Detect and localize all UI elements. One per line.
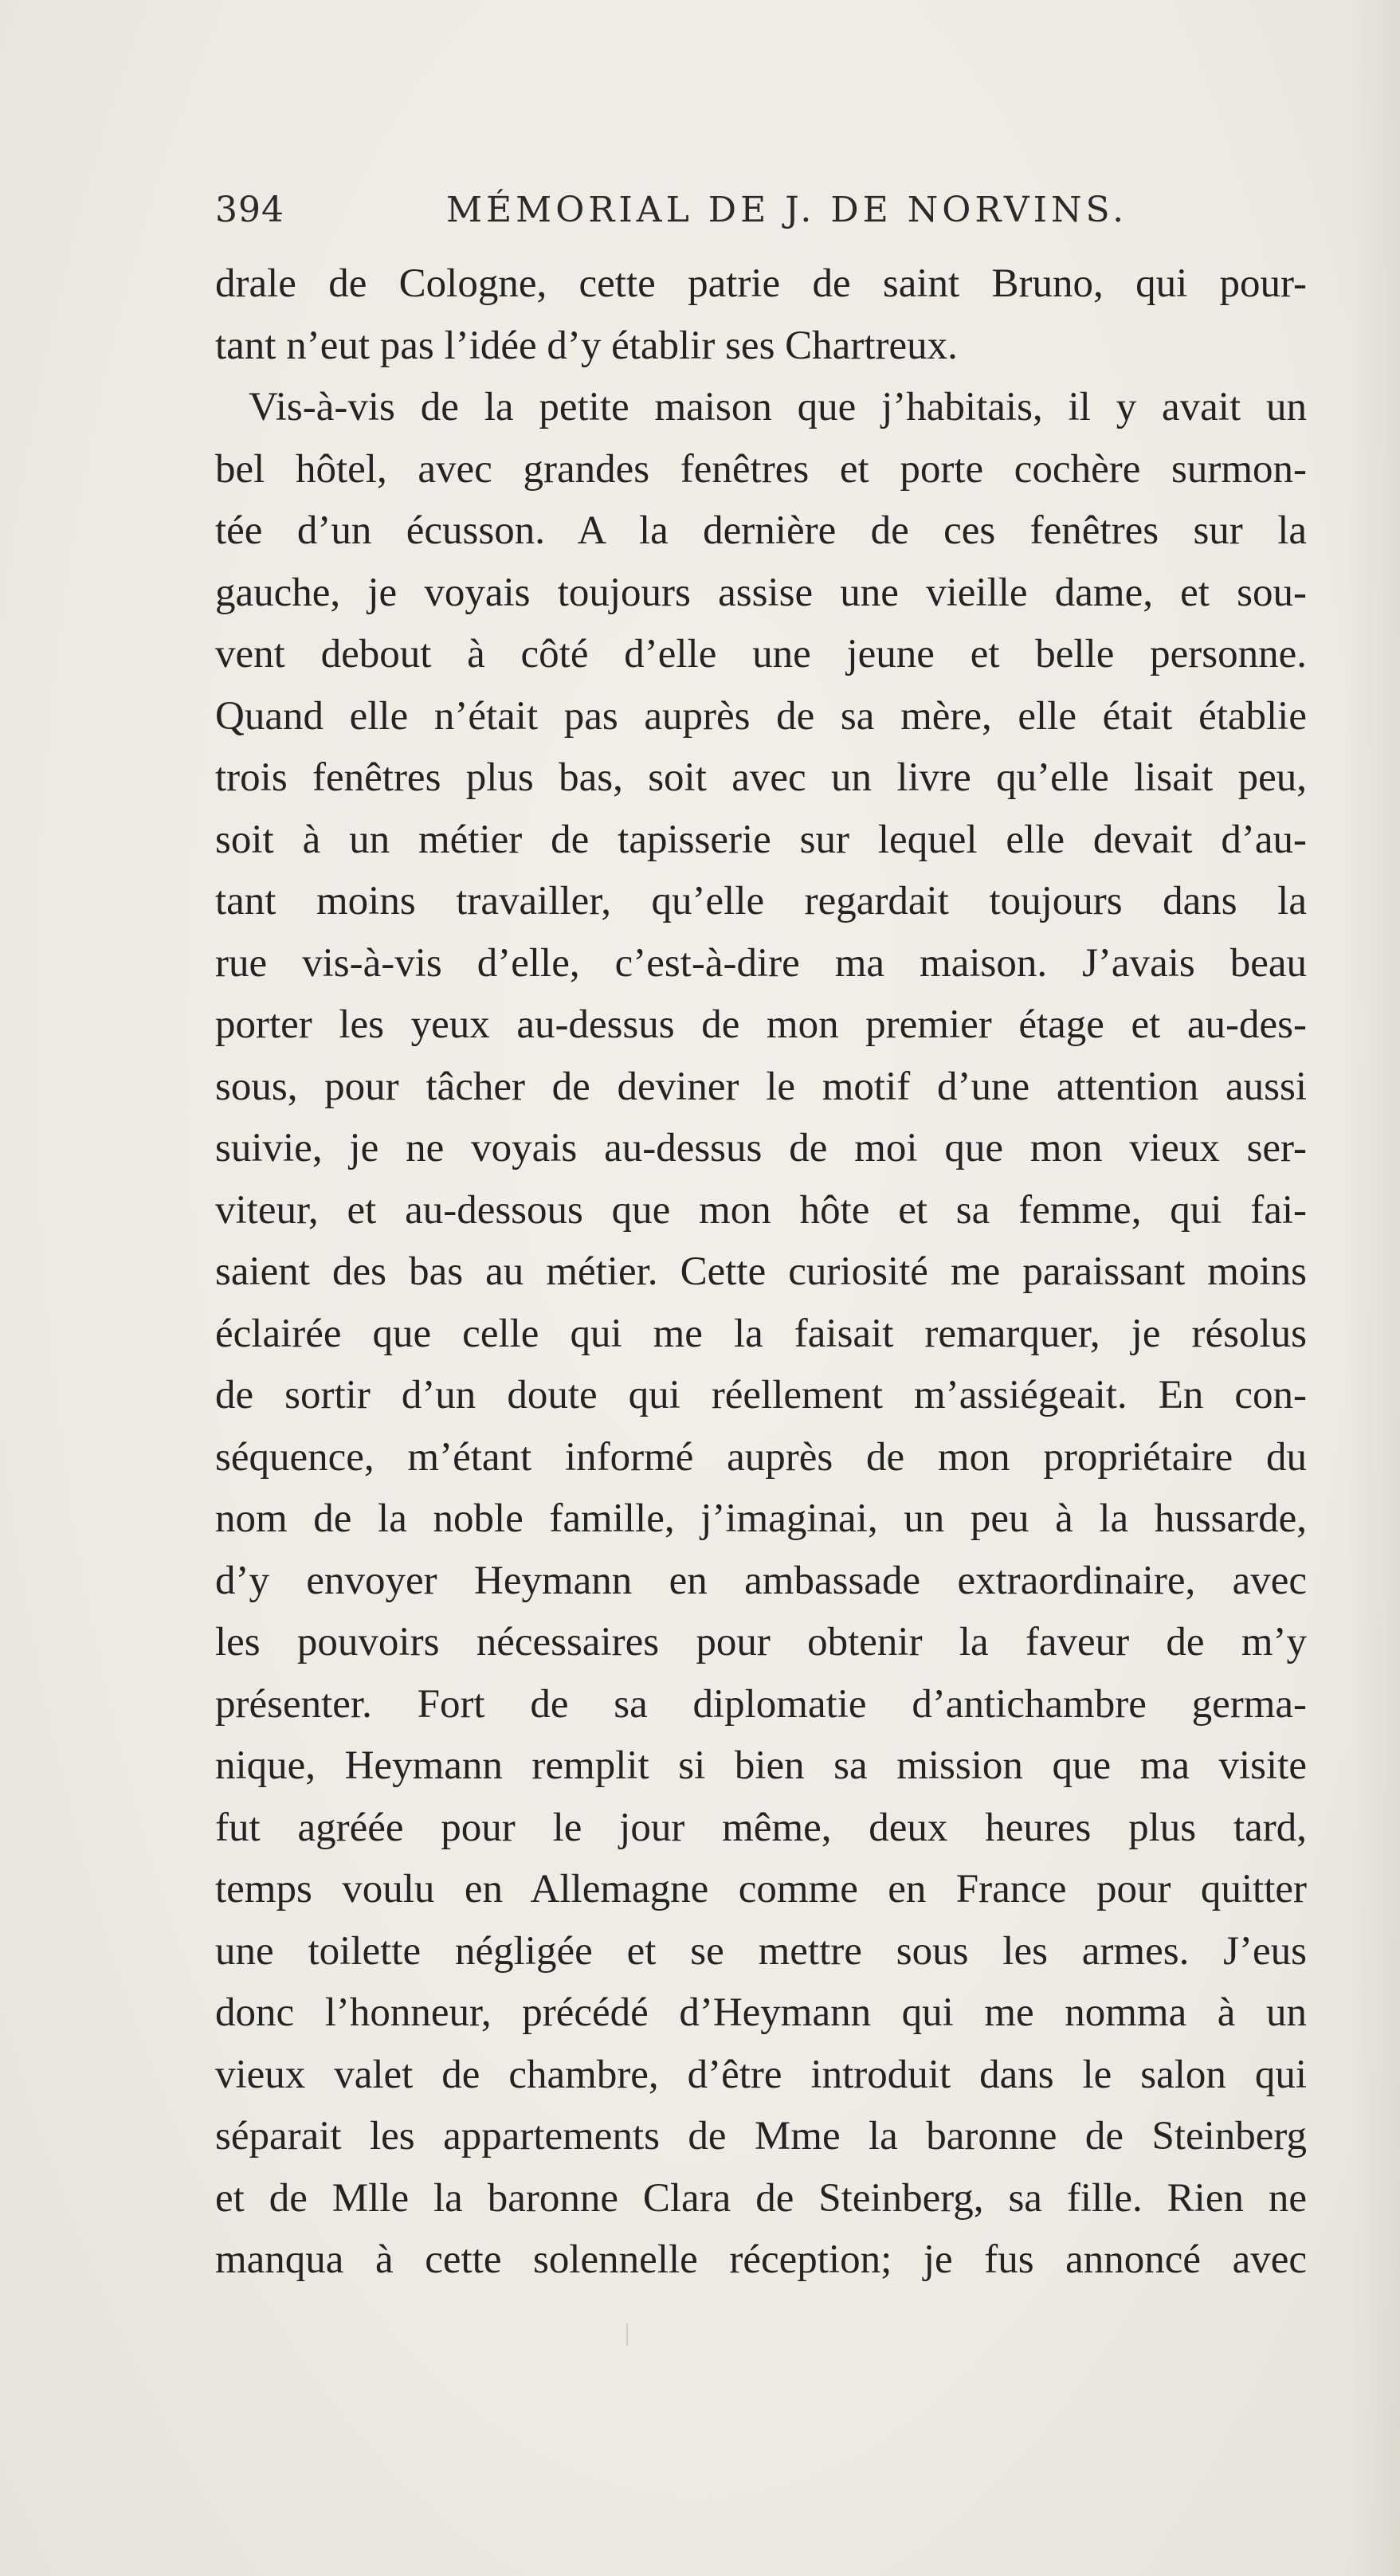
- text-line: une toilette négligée et se mettre sous les armes. J’eus: [215, 1928, 1307, 1974]
- page-number: 394: [215, 190, 284, 230]
- text-line: nique, Heymann remplit si bien sa mission que ma visite: [215, 1743, 1307, 1788]
- text-line: Vis-à-vis de la petite maison que j’habitais, il y avait un: [249, 385, 1307, 429]
- text-line: séparait les appartements de Mme la baronne de Steinberg: [215, 2114, 1307, 2158]
- text-line: tée d’un écusson. A la dernière de ces fenêtres sur la: [215, 508, 1307, 553]
- text-line: nom de la noble famille, j’imaginai, un peu à la hussarde,: [215, 1496, 1307, 1541]
- page-edge-shadow: [1347, 0, 1400, 2576]
- text-line: vent debout à côté d’elle une jeune et belle personne.: [215, 632, 1307, 676]
- text-line: gauche, je voyais toujours assise une vieille dame, et sou-: [215, 570, 1307, 615]
- text-line: rue vis-à-vis d’elle, c’est-à-dire ma maison. J’avais beau: [215, 940, 1307, 986]
- text-line: les pouvoirs nécessaires pour obtenir la faveur de m’y: [215, 1620, 1307, 1664]
- text-line: donc l’honneur, précédé d’Heymann qui me nomma à un: [215, 1990, 1307, 2035]
- text-line: viteur, et au-dessous que mon hôte et sa femme, qui fai-: [215, 1187, 1307, 1233]
- text-line: tant moins travailler, qu’elle regardait toujours dans la: [215, 879, 1307, 923]
- text-line: bel hôtel, avec grandes fenêtres et porte cochère surmon-: [215, 446, 1307, 492]
- text-line: soit à un métier de tapisserie sur lequel elle devait d’au-: [215, 817, 1307, 862]
- text-line: fut agréée pour le jour même, deux heures plus tard,: [215, 1805, 1307, 1850]
- text-line: saient des bas au métier. Cette curiosité me paraissant moins: [215, 1249, 1307, 1294]
- text-line: d’y envoyer Heymann en ambassade extraordinaire, avec: [215, 1558, 1307, 1603]
- text-line: éclairée que celle qui me la faisait remarquer, je résolus: [215, 1311, 1307, 1356]
- text-line: de sortir d’un doute qui réellement m’assiégeait. En con-: [215, 1373, 1307, 1417]
- text-line: trois fenêtres plus bas, soit avec un livre qu’elle lisait peu,: [215, 755, 1307, 800]
- text-line: Quand elle n’était pas auprès de sa mère, elle était établie: [215, 693, 1307, 739]
- text-line: vieux valet de chambre, d’être introduit dans le salon qui: [215, 2052, 1307, 2097]
- text-line: présenter. Fort de sa diplomatie d’antichambre germa-: [215, 1681, 1307, 1727]
- text-line: temps voulu en Allemagne comme en France pour quitter: [215, 1867, 1307, 1911]
- text-line: séquence, m’étant informé auprès de mon propriétaire du: [215, 1434, 1307, 1480]
- text-line: porter les yeux au-dessus de mon premier étage et au-des-: [215, 1002, 1307, 1047]
- running-title: MÉMORIAL DE J. DE NORVINS.: [446, 190, 1128, 230]
- text-line: tant n’eut pas l’idée d’y établir ses Chartreux.: [215, 323, 958, 368]
- text-line: sous, pour tâcher de deviner le motif d’une attention aussi: [215, 1064, 1307, 1109]
- body-text: [215, 253, 1307, 2292]
- page-header: [215, 190, 1307, 245]
- text-line: suivie, je ne voyais au-dessus de moi que mon vieux ser-: [215, 1126, 1307, 1170]
- text-line: et de Mlle la baronne Clara de Steinberg, sa fille. Rien ne: [215, 2175, 1307, 2221]
- text-line: manqua à cette solennelle réception; je fus annoncé avec: [215, 2237, 1307, 2282]
- paper-mark: [626, 2323, 628, 2346]
- text-line: drale de Cologne, cette patrie de saint Bruno, qui pour-: [215, 261, 1307, 306]
